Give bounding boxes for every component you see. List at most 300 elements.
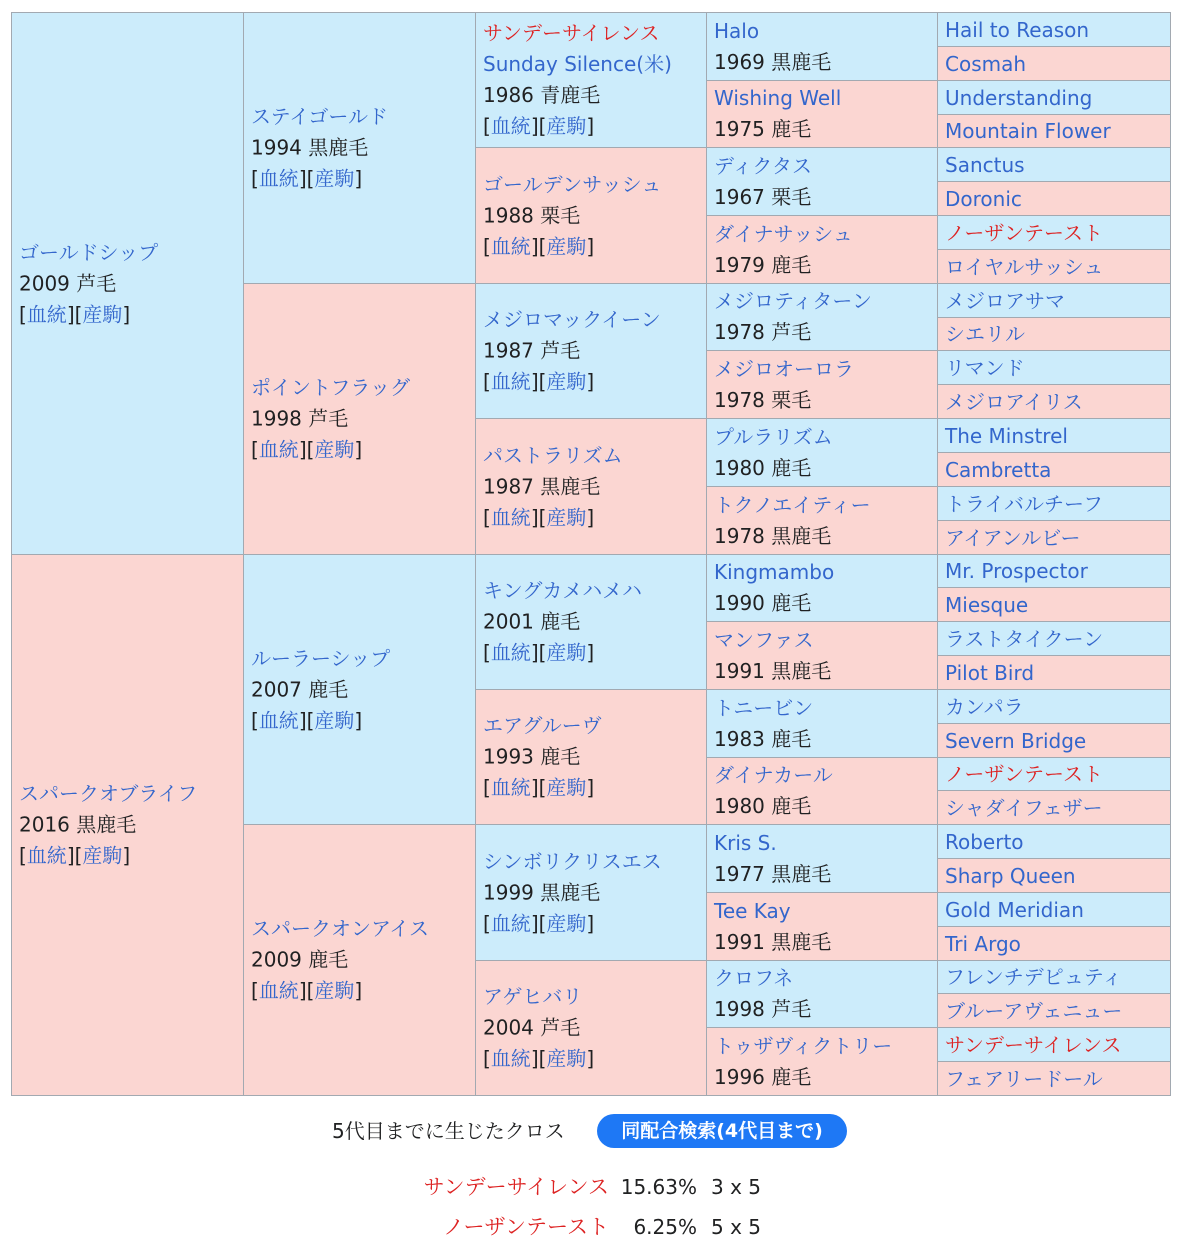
horse-birth-coat: 1987 黒鹿毛 (483, 474, 601, 498)
bracket-text: ] (122, 843, 131, 868)
cross-title: 5代目までに生じたクロス (332, 1119, 565, 1143)
horse-birth-coat: 1969 黒鹿毛 (714, 49, 832, 74)
horse-birth-coat: 1990 鹿毛 (714, 591, 812, 615)
bloodline-link[interactable]: 血統 (258, 978, 299, 1003)
cross-generations: 3 x 5 (711, 1175, 761, 1199)
horse-name-link[interactable]: パストラリズム (483, 443, 623, 467)
bracket-text: ][ (298, 437, 315, 462)
pedigree-cell (937, 215, 1171, 250)
pedigree-cell (243, 12, 476, 284)
pedigree-links (19, 841, 236, 872)
pedigree-links (483, 367, 699, 398)
horse-name-link[interactable]: Hail to Reason (945, 17, 1090, 42)
pedigree-cell (937, 350, 1171, 385)
pedigree-cell (937, 824, 1171, 859)
horse-name-link[interactable]: リマンド (945, 355, 1025, 380)
horse-name-link[interactable]: メジロオーロラ (714, 356, 854, 381)
horse-name-link[interactable]: Roberto (945, 829, 1024, 854)
pedigree-cell (706, 350, 938, 419)
bracket-text: ] (586, 1046, 595, 1071)
pedigree-cell (706, 689, 938, 758)
offspring-link[interactable]: 産駒 (314, 708, 355, 732)
horse-birth-coat: 1975 鹿毛 (714, 117, 812, 141)
horse-name-link[interactable]: メジロティターン (714, 289, 872, 313)
cell-content (707, 219, 937, 281)
pedigree-cell (243, 283, 476, 555)
bracket-text: ][ (298, 166, 315, 191)
pedigree-cell (475, 960, 707, 1096)
pedigree-cell (475, 554, 707, 690)
cell-content (707, 896, 937, 958)
cell-content (938, 455, 1170, 485)
horse-name-link[interactable]: ルーラーシップ (251, 646, 391, 670)
horse-birth-coat: 2004 芦毛 (483, 1015, 581, 1040)
pedigree-cell (706, 215, 938, 284)
horse-birth-coat: 1999 黒鹿毛 (483, 880, 601, 904)
pedigree-cell (706, 1027, 938, 1096)
horse-name-link[interactable]: アゲヒバリ (483, 984, 583, 1009)
pedigree-links (483, 231, 699, 262)
cell-content (938, 692, 1170, 722)
horse-birth-coat: 1994 黒鹿毛 (251, 135, 369, 160)
cell-content (707, 490, 937, 552)
cell-content (938, 658, 1170, 688)
bracket-text: ] (586, 234, 595, 258)
horse-birth-coat: 1986 青鹿毛 (483, 83, 601, 107)
horse-name-link[interactable]: Cambretta (945, 457, 1052, 482)
bloodline-link[interactable]: 血統 (490, 369, 531, 394)
horse-name-link[interactable]: ノーザンテースト (945, 220, 1103, 245)
pedigree-cell (937, 790, 1171, 825)
horse-birth-coat: 1980 鹿毛 (714, 455, 812, 480)
cell-content (244, 373, 475, 466)
horse-name-link[interactable]: ダイナカール (714, 763, 833, 787)
horse-name-link[interactable]: メジロマックイーン (483, 307, 661, 332)
offspring-link[interactable]: 産駒 (82, 843, 123, 868)
bracket-text: [ (483, 640, 491, 665)
cell-content (938, 1064, 1170, 1094)
horse-birth-coat: 1998 芦毛 (714, 997, 812, 1021)
offspring-link[interactable]: 産駒 (546, 234, 587, 258)
cell-content (707, 828, 937, 890)
cell-content (938, 49, 1170, 79)
horse-birth-coat: 1988 栗毛 (483, 203, 581, 227)
cell-content (938, 252, 1170, 282)
pedigree-cell (937, 384, 1171, 419)
pedigree-cell (475, 689, 707, 825)
pedigree-links (483, 502, 699, 533)
bracket-text: ][ (530, 505, 547, 529)
pedigree-cell (937, 960, 1171, 994)
bracket-text: ] (586, 640, 595, 665)
cell-content (12, 237, 243, 330)
horse-birth-coat: 2009 鹿毛 (251, 947, 349, 972)
pedigree-cell (937, 723, 1171, 758)
horse-name-link[interactable]: ゴールドシップ (19, 240, 159, 264)
horse-name-link[interactable]: マンファス (714, 627, 814, 652)
horse-birth-coat: 2007 鹿毛 (251, 677, 349, 701)
horse-name-link[interactable]: Doronic (945, 186, 1022, 211)
offspring-link[interactable]: 産駒 (546, 640, 587, 665)
pedigree-cell (706, 12, 938, 81)
horse-birth-coat: 1980 鹿毛 (714, 794, 812, 818)
offspring-link[interactable]: 産駒 (546, 114, 587, 138)
cell-content (938, 353, 1170, 383)
pedigree-cell (706, 554, 938, 622)
cell-content (938, 759, 1170, 789)
pedigree-cell (475, 12, 707, 148)
offspring-link[interactable]: 産駒 (546, 911, 587, 935)
cell-content (244, 102, 475, 195)
pedigree-links (251, 164, 468, 195)
cross-row (0, 1212, 1179, 1242)
horse-name-link[interactable]: Tri Argo (945, 931, 1021, 956)
pedigree-cell (475, 283, 707, 419)
horse-birth-coat: 1979 鹿毛 (714, 252, 812, 277)
bracket-text: ][ (66, 302, 83, 326)
cross-horse-link[interactable]: サンデーサイレンス (423, 1175, 609, 1199)
cell-content (12, 779, 243, 872)
horse-name-link[interactable]: ポイントフラッグ (251, 375, 410, 400)
pedigree-cell (475, 147, 707, 284)
pedigree-cell (11, 554, 244, 1096)
pedigree-cell (937, 147, 1171, 182)
horse-name-link[interactable]: カンパラ (945, 694, 1024, 719)
pedigree-cell (937, 655, 1171, 690)
cell-content (707, 760, 937, 822)
cell-content (938, 726, 1170, 756)
cell-content (707, 83, 937, 145)
pedigree-cell (937, 1061, 1171, 1096)
horse-name-link[interactable]: ダイナサッシュ (714, 221, 853, 246)
horse-name-link[interactable]: シエリル (945, 322, 1025, 346)
bloodline-link[interactable]: 血統 (490, 775, 531, 800)
cell-content (476, 576, 706, 669)
horse-name-link[interactable]: Wishing Well (714, 86, 842, 110)
horse-name-link[interactable]: クロフネ (714, 966, 794, 990)
pedigree-cell (937, 587, 1171, 622)
bracket-text: [ (483, 114, 491, 138)
bracket-text: [ (251, 978, 259, 1003)
bracket-text: [ (483, 775, 491, 800)
cell-content (938, 929, 1170, 959)
cell-content (707, 422, 937, 484)
horse-name-link[interactable]: Halo (714, 18, 760, 43)
horse-name-link[interactable]: Kris S. (714, 830, 777, 855)
horse-name-link[interactable]: トライバルチーフ (945, 491, 1103, 516)
pedigree-cell (706, 418, 938, 487)
offspring-link[interactable]: 産駒 (546, 369, 587, 394)
cell-content (938, 319, 1170, 349)
horse-name-link[interactable]: Tee Kay (714, 898, 791, 923)
pedigree-cell (937, 520, 1171, 555)
pedigree-cell (706, 824, 938, 893)
offspring-link[interactable]: 産駒 (314, 437, 355, 462)
horse-name-link[interactable]: サンデーサイレンス (945, 1032, 1122, 1057)
horse-birth-coat: 1991 黒鹿毛 (714, 658, 832, 683)
horse-name-link[interactable]: アイアンルビー (945, 525, 1081, 550)
bracket-text: ][ (530, 911, 547, 935)
pedigree-cell (937, 317, 1171, 351)
cross-horse-link[interactable]: ノーザンテースト (443, 1215, 609, 1239)
pedigree-cell (937, 181, 1171, 216)
horse-name-link[interactable]: Kingmambo (714, 560, 835, 584)
pedigree-table (11, 12, 1171, 1096)
horse-name-link[interactable]: ゴールデンサッシュ (483, 172, 662, 196)
offspring-link[interactable]: 産駒 (546, 1046, 587, 1071)
pedigree-cell (11, 12, 244, 555)
bloodline-link[interactable]: 血統 (258, 708, 299, 732)
horse-birth-coat: 2001 鹿毛 (483, 609, 581, 634)
pedigree-cell (937, 283, 1171, 318)
horse-name-link[interactable]: Understanding (945, 85, 1093, 110)
bracket-text: [ (251, 708, 259, 732)
horse-birth-coat: 1977 黒鹿毛 (714, 861, 832, 886)
cell-content (707, 354, 937, 416)
horse-birth-coat: 1967 栗毛 (714, 184, 812, 209)
bloodline-link[interactable]: 血統 (26, 843, 67, 868)
pedigree-cell (937, 486, 1171, 521)
cell-content (938, 1030, 1170, 1060)
horse-name-link[interactable]: プルラリズム (714, 424, 833, 449)
cell-content (244, 914, 475, 1007)
bracket-text: ][ (530, 234, 547, 258)
pedigree-cell (937, 80, 1171, 115)
cell-content (938, 793, 1170, 823)
horse-name-link[interactable]: Miesque (945, 592, 1029, 617)
offspring-link[interactable]: 産駒 (82, 302, 123, 326)
cell-content (707, 557, 937, 619)
bracket-text: [ (483, 505, 491, 529)
bracket-text: ] (354, 166, 363, 191)
cross-section (0, 1100, 1179, 1250)
horse-name-link[interactable]: エアグルーヴ (483, 713, 602, 738)
offspring-link[interactable]: 産駒 (546, 775, 587, 800)
cell-content (938, 996, 1170, 1026)
horse-name-link[interactable]: シンボリクリスエス (483, 849, 662, 873)
bracket-text: ] (586, 505, 595, 529)
cell-content (938, 489, 1170, 519)
bracket-text: [ (19, 843, 27, 868)
offspring-link[interactable]: 産駒 (314, 978, 355, 1003)
pedigree-cell (706, 892, 938, 961)
bracket-text: ] (586, 369, 595, 394)
pedigree-links (483, 773, 699, 804)
cell-content (938, 150, 1170, 180)
bracket-text: ][ (530, 114, 547, 138)
bloodline-link[interactable]: 血統 (490, 911, 531, 935)
horse-name-link[interactable]: フレンチデピュティ (945, 965, 1123, 989)
horse-name-link[interactable]: The Minstrel (945, 423, 1068, 448)
cell-content (938, 827, 1170, 857)
horse-birth-coat: 1993 鹿毛 (483, 744, 581, 769)
cell-content (476, 440, 706, 533)
bracket-text: [ (483, 1046, 491, 1071)
pedigree-cell (937, 621, 1171, 656)
cross-percent: 6.25% (633, 1215, 697, 1239)
bloodline-link[interactable]: 血統 (258, 437, 299, 462)
pedigree-cell (937, 249, 1171, 284)
pedigree-cell (706, 147, 938, 216)
bracket-text: [ (483, 234, 491, 258)
pedigree-cell (706, 283, 938, 351)
pedigree-cell (937, 858, 1171, 893)
pedigree-links (483, 638, 699, 669)
bracket-text: [ (19, 302, 27, 326)
horse-name-link[interactable]: フェアリードール (945, 1066, 1103, 1091)
pedigree-cell (937, 418, 1171, 453)
horse-name-link[interactable]: Sharp Queen (945, 863, 1076, 888)
cell-content (476, 305, 706, 398)
horse-name-link[interactable]: Sanctus (945, 152, 1025, 177)
horse-birth-coat: 1978 栗毛 (714, 387, 812, 412)
cell-content (707, 625, 937, 687)
cell-content (938, 83, 1170, 113)
pedigree-cell (937, 689, 1171, 724)
cell-content (938, 895, 1170, 925)
pedigree-cell (937, 926, 1171, 961)
horse-birth-coat: 1998 芦毛 (251, 406, 349, 431)
cell-content (707, 1031, 937, 1093)
cell-content (707, 963, 937, 1025)
bracket-text: ][ (298, 708, 315, 732)
bracket-text: [ (483, 369, 491, 394)
cell-content (938, 15, 1170, 45)
cell-content (476, 18, 706, 142)
pedigree-cell (475, 824, 707, 961)
horse-birth-coat: 1991 黒鹿毛 (714, 929, 832, 954)
cell-content (707, 151, 937, 213)
cell-content (938, 421, 1170, 451)
bloodline-link[interactable]: 血統 (490, 114, 531, 138)
horse-name-link[interactable]: Gold Meridian (945, 897, 1084, 922)
bloodline-link[interactable]: 血統 (490, 640, 531, 665)
bracket-text: ] (354, 978, 363, 1003)
horse-name-link[interactable]: スパークオンアイス (251, 916, 429, 941)
cell-content (476, 846, 706, 939)
bracket-text: [ (251, 166, 259, 191)
pedigree-cell (937, 993, 1171, 1028)
horse-name-link[interactable]: トクノエイティー (714, 492, 871, 517)
cell-content (938, 556, 1170, 586)
pedigree-cell (937, 452, 1171, 487)
horse-name-link[interactable]: Cosmah (945, 51, 1027, 76)
cell-content (938, 861, 1170, 891)
bracket-text: ][ (530, 1046, 547, 1071)
pedigree-cell (937, 1027, 1171, 1062)
horse-birth-coat: 1996 鹿毛 (714, 1064, 812, 1089)
cell-content (707, 693, 937, 755)
pedigree-cell (706, 960, 938, 1028)
pedigree-links (483, 111, 699, 142)
bracket-text: ][ (530, 369, 547, 394)
horse-name-link[interactable]: Pilot Bird (945, 660, 1035, 685)
pedigree-cell (706, 486, 938, 555)
horse-name-link[interactable]: ディクタス (714, 153, 812, 178)
cell-content (476, 982, 706, 1075)
horse-name-link[interactable]: Mountain Flower (945, 119, 1111, 143)
horse-name-link[interactable]: サンデーサイレンス (483, 21, 660, 45)
bracket-text: ] (354, 437, 363, 462)
bloodline-link[interactable]: 血統 (490, 1046, 531, 1071)
cell-content (938, 387, 1170, 417)
cell-content (938, 523, 1170, 553)
cell-content (938, 962, 1170, 992)
offspring-link[interactable]: 産駒 (546, 505, 587, 529)
horse-name-link[interactable]: メジロアイリス (945, 389, 1083, 414)
horse-birth-coat: 1987 芦毛 (483, 338, 581, 363)
cell-content (938, 116, 1170, 146)
pedigree-cell (243, 554, 476, 825)
bracket-text: [ (251, 437, 259, 462)
pedigree-cell (937, 757, 1171, 791)
horse-birth-coat: 1978 芦毛 (714, 320, 812, 344)
bloodline-link[interactable]: 血統 (258, 166, 299, 191)
horse-name-link[interactable]: スパークオブライフ (19, 781, 198, 806)
bracket-text: ][ (298, 978, 315, 1003)
cell-content (707, 286, 937, 348)
cell-content (938, 286, 1170, 316)
cell-content (938, 184, 1170, 214)
pedigree-links (251, 976, 468, 1007)
cell-content (476, 711, 706, 804)
pedigree-cell (937, 46, 1171, 81)
cell-content (244, 643, 475, 736)
pedigree-cell (937, 114, 1171, 148)
bracket-text: ][ (530, 640, 547, 665)
pedigree-links (251, 705, 468, 736)
horse-name-link[interactable]: Mr. Prospector (945, 559, 1088, 583)
horse-name-link[interactable]: ラストタイクーン (945, 626, 1104, 651)
bracket-text: ][ (66, 843, 83, 868)
cell-content (938, 590, 1170, 620)
horse-name-link[interactable]: トニービン (714, 695, 814, 720)
bracket-text: ] (122, 302, 131, 326)
bloodline-link[interactable]: 血統 (490, 234, 531, 258)
horse-name-link[interactable]: ノーザンテースト (945, 762, 1103, 786)
pedigree-cell (475, 418, 707, 555)
cross-row (0, 1172, 1179, 1202)
pedigree-cell (243, 824, 476, 1096)
bloodline-link[interactable]: 血統 (490, 505, 531, 529)
horse-name-link[interactable]: ロイヤルサッシュ (945, 254, 1104, 279)
pedigree-links (483, 908, 699, 939)
pedigree-cell (706, 80, 938, 148)
pedigree-cell (937, 12, 1171, 47)
cell-content (707, 16, 937, 78)
same-mating-search-button[interactable]: 同配合検索(4代目まで) (597, 1114, 847, 1148)
horse-name-link[interactable]: メジロアサマ (945, 288, 1065, 313)
horse-birth-coat: 1983 鹿毛 (714, 726, 812, 751)
pedigree-cell (937, 892, 1171, 927)
horse-name-link[interactable]: トゥザヴィクトリー (714, 1033, 893, 1058)
horse-name-link[interactable]: Severn Bridge (945, 728, 1087, 753)
horse-name-link[interactable]: ブルーアヴェニュー (945, 998, 1123, 1023)
cell-content (938, 218, 1170, 248)
bloodline-link[interactable]: 血統 (26, 302, 67, 326)
offspring-link[interactable]: 産駒 (314, 166, 355, 191)
cell-content (476, 169, 706, 262)
horse-name-link[interactable]: ステイゴールド (251, 104, 388, 129)
horse-birth-coat: 1978 黒鹿毛 (714, 523, 832, 548)
cross-generations: 5 x 5 (711, 1215, 761, 1239)
pedigree-cell (706, 621, 938, 690)
bracket-text: ] (586, 911, 595, 935)
horse-name-link[interactable]: キングカメハメハ (483, 578, 642, 603)
horse-english-name-link[interactable]: Sunday Silence(米) (483, 52, 672, 76)
horse-name-link[interactable]: シャダイフェザー (945, 795, 1103, 820)
pedigree-links (483, 1044, 699, 1075)
